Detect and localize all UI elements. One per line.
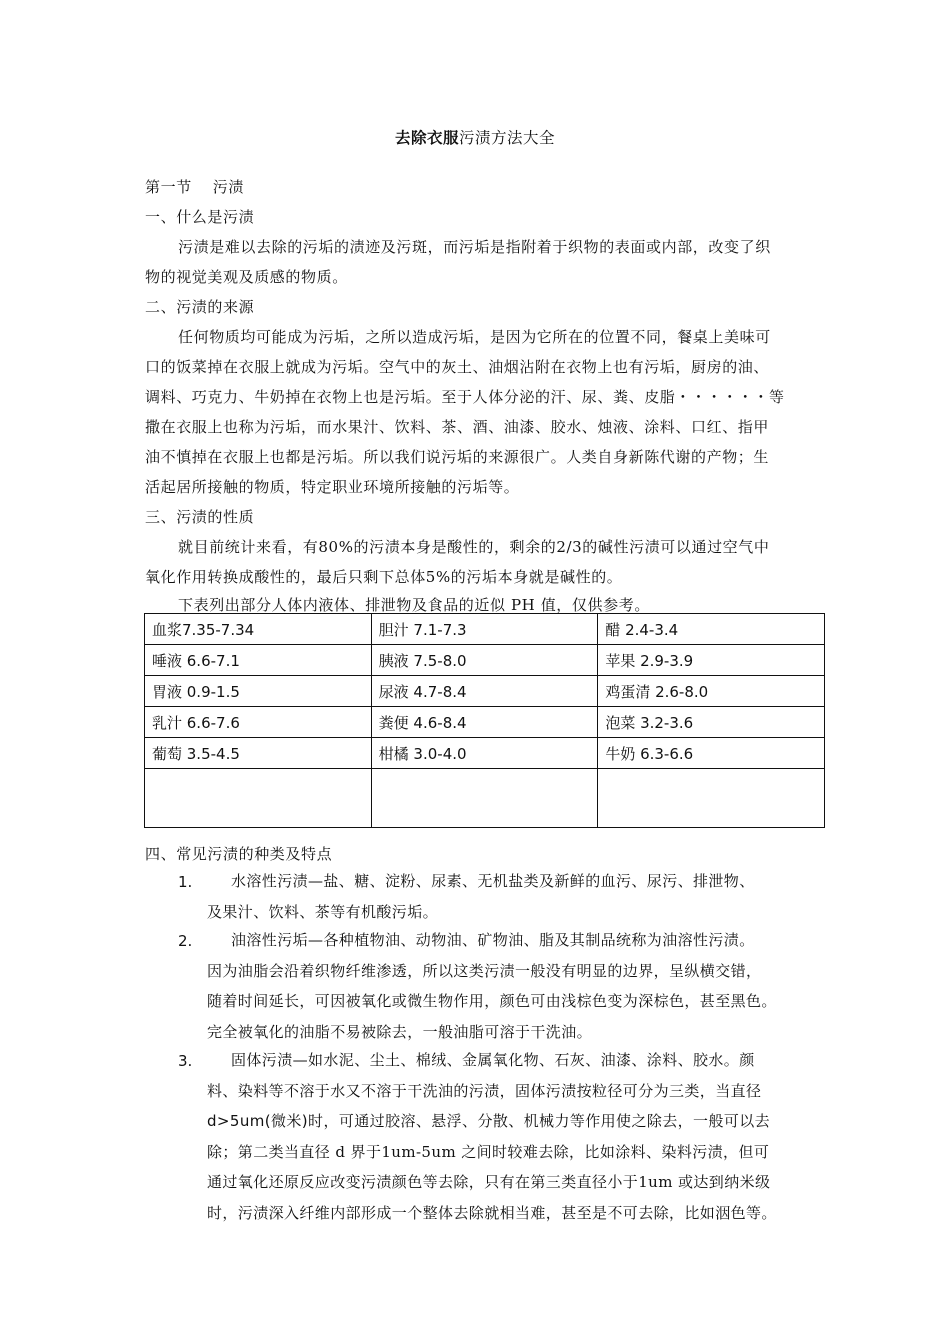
title-rest-part: 污渍方法大全	[459, 129, 556, 147]
table-cell: 葡萄 3.5-4.5	[145, 738, 372, 769]
list-item-line: 完全被氧化的油脂不易被除去，一般油脂可溶于干洗油。	[207, 1022, 593, 1041]
table-cell: 苹果 2.9-3.9	[598, 645, 825, 676]
paragraph-line: 油不慎掉在衣服上也都是污垢。所以我们说污垢的来源很广。人类自身新陈代谢的产物；生	[145, 448, 770, 466]
list-item-line: 随着时间延长，可因被氧化或微生物作用，颜色可由浅棕色变为深棕色，甚至黑色。	[207, 992, 777, 1010]
heading-what-is-stain: 一、什么是污渍	[145, 208, 255, 226]
table-cell-empty	[598, 769, 825, 828]
heading-stain-source: 二、污渍的来源	[145, 298, 255, 316]
ph-value-table	[144, 613, 825, 828]
table-row	[145, 707, 825, 738]
list-item-line: 油溶性污垢—各种植物油、动物油、矿物油、脂及其制品统称为油溶性污渍。	[231, 931, 755, 949]
table-row-empty	[145, 769, 825, 828]
list-item-3	[207, 1045, 817, 1228]
table-cell: 粪便 4.6-8.4	[371, 707, 598, 738]
table-row	[145, 676, 825, 707]
title-bold-part: 去除衣服	[394, 129, 459, 147]
list-item-line: 时，污渍深入纤维内部形成一个整体去除就相当难，甚至是不可去除，比如洇色等。	[207, 1203, 777, 1222]
list-item-1	[207, 866, 817, 927]
table-intro: 下表列出部分人体内液体、排泄物及食品的近似 PH 值，仅供参考。	[178, 596, 650, 614]
table-cell: 唾液 6.6-7.1	[145, 645, 372, 676]
table-row	[145, 645, 825, 676]
paragraph-line: 任何物质均可能成为污垢，之所以造成污垢，是因为它所在的位置不同，餐桌上美味可	[178, 328, 771, 346]
table-cell: 血浆7.35-7.34	[145, 614, 372, 645]
paragraph-line: 物的视觉美观及质感的物质。	[145, 268, 348, 286]
list-number: 1.	[178, 873, 193, 891]
paragraph-line: 活起居所接触的物质，特定职业环境所接触的污垢等。	[145, 478, 520, 496]
list-number: 3.	[178, 1052, 193, 1070]
paragraph-line: 撒在衣服上也称为污垢，而水果汁、饮料、茶、酒、油漆、胶水、烛液、涂料、口红、指甲	[145, 418, 770, 436]
list-item-line: 料、染料等不溶于水又不溶于干洗油的污渍，固体污渍按粒径可分为三类，当直径	[207, 1081, 762, 1100]
paragraph-line: 口的饭菜掉在衣服上就成为污垢。空气中的灰土、油烟沾附在衣物上也有污垢，厨房的油、	[145, 358, 770, 376]
list-number: 2.	[178, 932, 193, 950]
list-item-line: 除；第二类当直径 d 界于1um-5um 之间时较难去除，比如涂料、染料污渍，但可	[207, 1142, 770, 1161]
table-cell: 柑橘 3.0-4.0	[371, 738, 598, 769]
paragraph-line: 调料、巧克力、牛奶掉在衣物上也是污垢。至于人体分泌的汗、尿、粪、皮脂・・・・・・等	[145, 388, 785, 406]
table-cell-empty	[145, 769, 372, 828]
table-cell: 泡菜 3.2-3.6	[598, 707, 825, 738]
heading-stain-types: 四、常见污渍的种类及特点	[145, 845, 333, 863]
table-cell: 牛奶 6.3-6.6	[598, 738, 825, 769]
paragraph-line: 就目前统计来看，有80%的污渍本身是酸性的，剩余的2/3的碱性污渍可以通过空气中	[178, 538, 770, 556]
table-cell: 乳汁 6.6-7.6	[145, 707, 372, 738]
list-item-line: 及果汁、饮料、茶等有机酸污垢。	[207, 902, 439, 921]
table-row	[145, 738, 825, 769]
list-item-line: 水溶性污渍—盐、糖、淀粉、尿素、无机盐类及新鲜的血污、尿污、排泄物、	[231, 872, 755, 890]
list-item-line: 因为油脂会沿着织物纤维渗透，所以这类污渍一般没有明显的边界，呈纵横交错，	[207, 961, 762, 980]
table-cell: 胃液 0.9-1.5	[145, 676, 372, 707]
table-row	[145, 614, 825, 645]
table-cell: 鸡蛋清 2.6-8.0	[598, 676, 825, 707]
document-title	[0, 126, 950, 148]
list-item-2	[207, 925, 817, 1047]
table-cell: 醋 2.4-3.4	[598, 614, 825, 645]
section-heading: 第一节 污渍	[145, 178, 244, 196]
list-item-line: 通过氧化还原反应改变污渍颜色等去除，只有在第三类直径小于1um 或达到纳米级	[207, 1173, 771, 1191]
heading-stain-nature: 三、污渍的性质	[145, 508, 255, 526]
list-item-line: d>5um(微米)时，可通过胶溶、悬浮、分散、机械力等作用使之除去，一般可以去	[207, 1112, 771, 1130]
table-cell: 胰液 7.5-8.0	[371, 645, 598, 676]
table-cell: 胆汁 7.1-7.3	[371, 614, 598, 645]
list-item-line: 固体污渍—如水泥、尘土、棉绒、金属氧化物、石灰、油漆、涂料、胶水。颜	[231, 1051, 755, 1069]
table-cell-empty	[371, 769, 598, 828]
table-cell: 尿液 4.7-8.4	[371, 676, 598, 707]
paragraph-line: 污渍是难以去除的污垢的渍迹及污斑，而污垢是指附着于织物的表面或内部，改变了织	[178, 238, 771, 256]
paragraph-line: 氧化作用转换成酸性的，最后只剩下总体5%的污垢本身就是碱性的。	[145, 568, 623, 586]
